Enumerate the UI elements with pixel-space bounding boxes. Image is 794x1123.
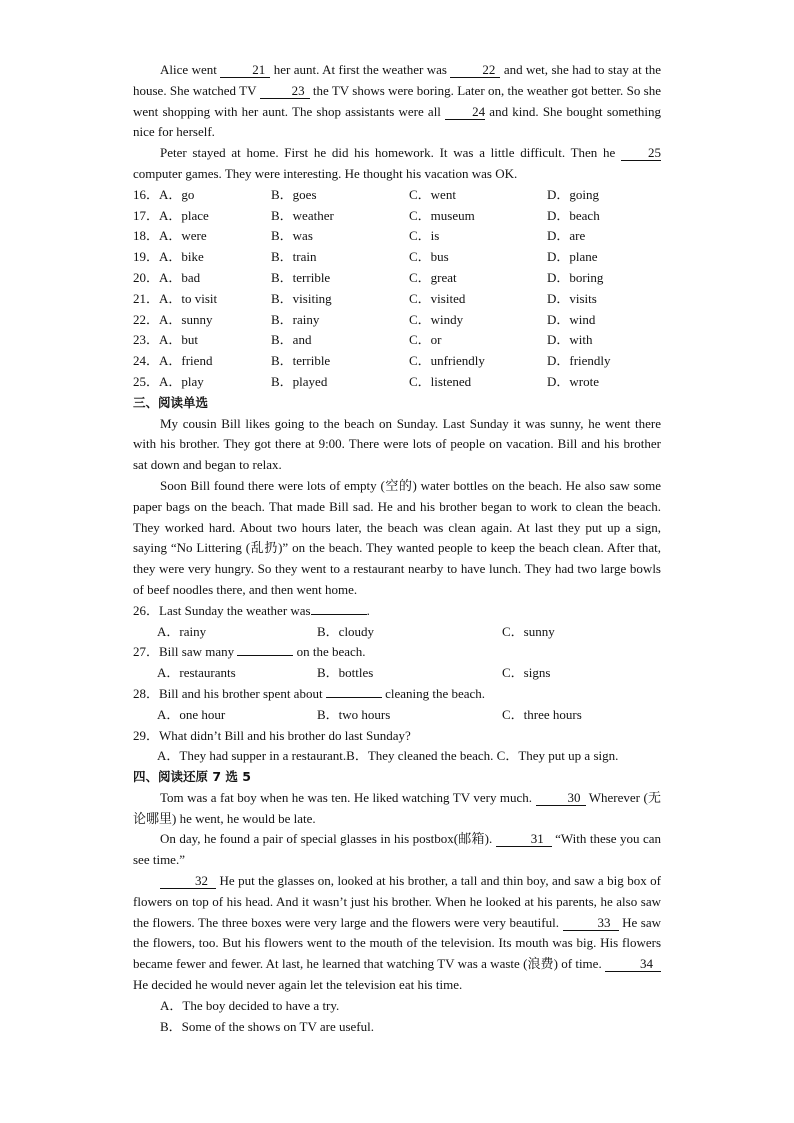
option-a[interactable]: A．restaurants xyxy=(157,665,236,681)
option-d[interactable]: D．wind xyxy=(547,311,596,327)
option-d[interactable]: D．beach xyxy=(547,207,600,223)
question-26-options xyxy=(133,622,661,643)
option-b[interactable]: B．bottles xyxy=(317,665,374,681)
option-a[interactable]: A．friend xyxy=(159,353,213,369)
option-c[interactable]: C．unfriendly xyxy=(409,353,485,369)
cloze-passage-paragraph-1: Alice went 21 her aunt. At first the weather was 22 and wet, she had to stay at the house. She watched TV 23 the TV shows were boring. Later on, the weather got better. So she went shopping with her aunt. The shop assistants were all 24 and kind. She bought something nice for herself. xyxy=(133,62,662,140)
seven-five-option-a[interactable]: A．The boy decided to have a try. xyxy=(160,997,340,1013)
question-row-22: 22．A．sunny B．rainy C．windy D．wind xyxy=(133,310,661,331)
option-d[interactable]: D．are xyxy=(547,228,586,244)
option-c[interactable]: C．sunny xyxy=(502,623,555,639)
blank-32[interactable]: 32 xyxy=(160,873,216,889)
option-b[interactable]: B．visiting xyxy=(271,290,332,306)
option-a[interactable]: A．bike xyxy=(159,249,204,265)
question-28-options xyxy=(133,705,661,726)
option-c[interactable]: C．listened xyxy=(409,373,472,389)
option-c[interactable]: C．three hours xyxy=(502,706,582,722)
option-c[interactable]: C．went xyxy=(409,186,456,202)
option-b[interactable]: B．and xyxy=(271,332,312,348)
option-d[interactable]: D．plane xyxy=(547,249,598,265)
question-row-17: 17．A．place B．weather C．museum D．beach xyxy=(133,206,661,227)
question-29-options[interactable]: A．They had supper in a restaurant.B．They cleaned the beach. C．They put up a sign. xyxy=(157,748,619,764)
option-c[interactable]: C．signs xyxy=(502,665,551,681)
option-b[interactable]: B．played xyxy=(271,373,328,389)
option-d[interactable]: D．going xyxy=(547,186,600,202)
option-c[interactable]: C．or xyxy=(409,332,442,348)
option-d[interactable]: D．boring xyxy=(547,269,604,285)
blank-33[interactable]: 33 xyxy=(563,915,619,931)
option-a[interactable]: A．place xyxy=(159,207,209,223)
option-b[interactable]: B．rainy xyxy=(271,311,320,327)
option-b[interactable]: B．terrible xyxy=(271,269,331,285)
option-b[interactable]: B．two hours xyxy=(317,706,391,722)
option-a[interactable]: A．one hour xyxy=(157,706,226,722)
cloze-passage-paragraph-2: Peter stayed at home. First he did his homework. It was a little difficult. Then he 25 computer games. They were interesting. He thought his vacation was OK. xyxy=(133,145,661,181)
cloze-options-list xyxy=(133,185,661,393)
option-b[interactable]: B．weather xyxy=(271,207,334,223)
option-a[interactable]: A．rainy xyxy=(157,623,207,639)
option-c[interactable]: C．windy xyxy=(409,311,464,327)
option-a[interactable]: A．play xyxy=(159,373,204,389)
question-29-stem: 29．What didn’t Bill and his brother do last Sunday? xyxy=(133,727,411,743)
option-b[interactable]: B．train xyxy=(271,249,317,265)
blank-31[interactable]: 31 xyxy=(496,831,552,847)
option-a[interactable]: A．but xyxy=(159,332,199,348)
option-c[interactable]: C．museum xyxy=(409,207,475,223)
option-d[interactable]: D．friendly xyxy=(547,353,611,369)
blank-30[interactable]: 30 xyxy=(536,790,586,806)
question-row-20: 20．A．bad B．terrible C．great D．boring xyxy=(133,268,661,289)
question-row-19: 19．A．bike B．train C．bus D．plane xyxy=(133,247,661,268)
question-row-23: 23．A．but B．and C．or D．with xyxy=(133,330,661,351)
option-a[interactable]: A．to visit xyxy=(159,290,218,306)
question-row-21: 21．A．to visit B．visiting C．visited D．visits xyxy=(133,289,661,310)
blank-23[interactable]: 23 xyxy=(260,83,310,99)
question-27-options xyxy=(133,663,661,684)
blank-21[interactable]: 21 xyxy=(220,62,270,78)
option-b[interactable]: B．was xyxy=(271,228,313,244)
reading-passage-paragraph-1: My cousin Bill likes going to the beach on Sunday. Last Sunday it was sunny, he went there with his brother. They got there at 9:00. There were lots of people on vacation. Bill and his brother sat down and began to relax. xyxy=(133,415,661,473)
blank-25[interactable]: 25 xyxy=(621,145,661,161)
option-c[interactable]: C．is xyxy=(409,228,440,244)
seven-five-paragraph-3: 32 He put the glasses on, looked at his brother, a tall and thin boy, and saw a big box of flowers on top of his head. And it wasn’t just his brother. When he looked at his parents, he also saw the flowers. The three boxes were very large and the flowers were very beautiful. 33 He saw the flowers, too. But his flowers went to the mouth of the television. Its mouth was big. His flowers became fewer and fewer. At last, he learned that watching TV was a waste (浪费) of time. 34 He decided he would never again let the television eat his time. xyxy=(133,873,661,993)
option-a[interactable]: A．go xyxy=(159,186,195,202)
option-d[interactable]: D．with xyxy=(547,332,593,348)
option-c[interactable]: C．visited xyxy=(409,290,466,306)
section-3-title: 三、阅读单选 xyxy=(133,394,209,410)
question-row-18: 18．A．were B．was C．is D．are xyxy=(133,226,661,247)
answer-blank-26[interactable] xyxy=(311,614,367,615)
answer-blank-28[interactable] xyxy=(326,697,382,698)
option-d[interactable]: D．wrote xyxy=(547,373,599,389)
reading-passage-paragraph-2: Soon Bill found there were lots of empty (空的) water bottles on the beach. He also saw some paper bags on the beach. That made Bill sad. He and his brother began to work to clean the beach. They worked hard. About two hours later, the beach was clean again. At last they put up a sign, saying “No Littering (乱扔)” on the beach. They wanted people to keep the beach clean. After that, they were very hungry. So they went to a restaurant nearby to have lunch. They had two large bowls of beef noodles there, and then went home. xyxy=(133,477,661,597)
answer-blank-27[interactable] xyxy=(237,655,293,656)
blank-24[interactable]: 24 xyxy=(445,104,485,120)
seven-five-paragraph-2: On day, he found a pair of special glasses in his postbox(邮箱). 31 “With these you can see time.” xyxy=(133,831,661,868)
option-a[interactable]: A．sunny xyxy=(159,311,213,327)
seven-five-option-b[interactable]: B．Some of the shows on TV are useful. xyxy=(160,1018,374,1034)
blank-34[interactable]: 34 xyxy=(605,956,661,972)
option-b[interactable]: B．cloudy xyxy=(317,623,375,639)
section-4-title: 四、阅读还原 7 选 5 xyxy=(133,769,251,785)
question-26-stem: 26．Last Sunday the weather was . xyxy=(133,602,370,618)
question-row-24: 24．A．friend B．terrible C．unfriendly D．friendly xyxy=(133,351,661,372)
question-28-stem: 28．Bill and his brother spent about cleaning the beach. xyxy=(133,685,486,701)
question-27-stem: 27．Bill saw many on the beach. xyxy=(133,644,366,660)
option-b[interactable]: B．goes xyxy=(271,186,317,202)
option-c[interactable]: C．bus xyxy=(409,249,449,265)
question-row-16: 16．A．go B．goes C．went D．going xyxy=(133,185,661,206)
question-row-25: 25．A．play B．played C．listened D．wrote xyxy=(133,372,661,393)
seven-five-paragraph-1: Tom was a fat boy when he was ten. He liked watching TV very much. 30 Wherever (无论哪里) he went, he would be late. xyxy=(133,789,661,826)
option-a[interactable]: A．bad xyxy=(159,269,201,285)
option-c[interactable]: C．great xyxy=(409,269,457,285)
option-b[interactable]: B．terrible xyxy=(271,353,331,369)
option-d[interactable]: D．visits xyxy=(547,290,597,306)
blank-22[interactable]: 22 xyxy=(450,62,500,78)
option-a[interactable]: A．were xyxy=(159,228,207,244)
worksheet-page xyxy=(133,60,661,1037)
